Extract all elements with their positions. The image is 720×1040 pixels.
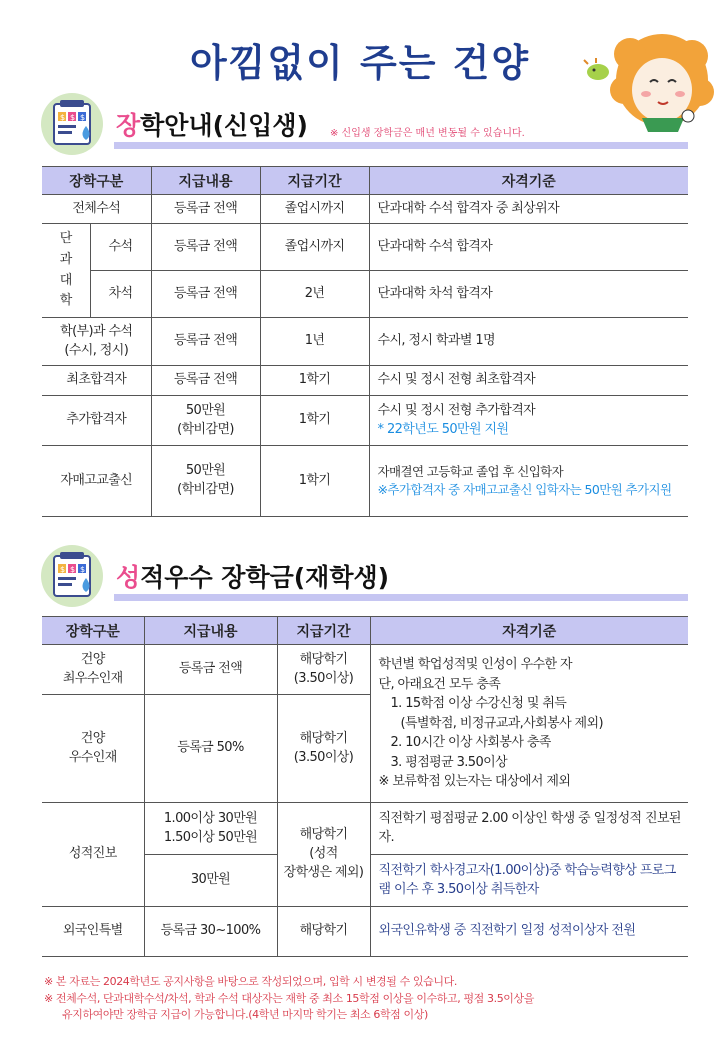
header-period: 지급기간 [277, 617, 370, 645]
title-rest: 학안내(신입생) [140, 111, 308, 140]
row-period: 해당학기 (3.50이상) [277, 645, 370, 695]
svg-text:$: $ [60, 113, 66, 122]
scholarship-document-icon [40, 544, 104, 608]
new-student-scholarship-table [42, 166, 688, 517]
table-row [42, 271, 688, 318]
section-enrolled-students-title [116, 558, 389, 594]
footnote-line: ※ 전체수석, 단과대학수석/차석, 학과 수석 대상자는 재학 중 최소 15학점 이상을 이수하고, 평점 3.5이상을 [44, 991, 534, 1005]
row-content: 등록금 전액 [151, 195, 260, 224]
row-period: 1년 [260, 318, 369, 366]
table-row [42, 645, 688, 695]
row-content: 등록금 전액 [151, 318, 260, 366]
table-row [42, 396, 688, 446]
row-category: 전체수석 [42, 195, 151, 224]
row-category: 외국인특별 [42, 907, 144, 957]
criteria-line: 2. 10시간 이상 사회봉사 충족 [390, 735, 551, 751]
row-content: 1.00이상 30만원 1.50이상 50만원 [144, 803, 277, 855]
enrolled-student-scholarship-table [42, 616, 688, 957]
header-period: 지급기간 [260, 167, 369, 195]
title-underline [114, 142, 688, 149]
row-criteria-note: ※추가합격자 중 자매고교출신 입학자는 50만원 추가지원 [377, 482, 672, 497]
title-accent-letter: 성 [116, 563, 141, 592]
table-row [42, 803, 688, 855]
row-criteria: 수시, 정시 학과별 1명 [369, 318, 688, 366]
row-category: 자매고교출신 [42, 446, 151, 517]
merit-criteria-cell [370, 645, 688, 803]
header-criteria: 자격기준 [369, 167, 688, 195]
criteria-line: ※ 보류학점 있는자는 대상에서 제외 [378, 774, 571, 790]
row-period: 해당학기 (성적 장학생은 제외) [277, 803, 370, 907]
table-header-row [42, 617, 688, 645]
title-accent-letter: 장 [116, 111, 141, 140]
table-row [42, 318, 688, 366]
criteria-line: 학년별 학업성적및 인성이 우수한 자 [378, 657, 572, 673]
row-criteria: 외국인유학생 중 직전학기 일정 성적이상자 전원 [370, 907, 688, 957]
page-title: 아낌없이 주는 건양 [189, 41, 531, 85]
row-period: 해당학기 (3.50이상) [277, 695, 370, 803]
footnote-line: ※ 본 자료는 2024학년도 공지사항을 바탕으로 작성되었으며, 입학 시 변경될 수 있습니다. [44, 975, 457, 988]
row-criteria: 단과대학 차석 합격자 [369, 271, 688, 318]
scholarship-document-icon [40, 92, 104, 156]
row-content: 50만원 (학비감면) [151, 446, 260, 517]
row-criteria: 단과대학 수석 합격자 중 최상위자 [369, 195, 688, 224]
row-criteria: 자매결연 고등학교 졸업 후 신입학자 [377, 463, 564, 479]
row-category: 수석 [90, 224, 151, 271]
group-label-college: 단 과 대 학 [42, 224, 90, 318]
table-header-row [42, 167, 688, 195]
row-criteria: 수시 및 정시 전형 최초합격자 [369, 366, 688, 396]
header-category: 장학구분 [42, 167, 151, 195]
row-category: 건양 최우수인재 [42, 645, 144, 695]
row-content: 등록금 전액 [151, 271, 260, 318]
row-period: 졸업시까지 [260, 195, 369, 224]
section-new-students-title [116, 106, 308, 142]
row-content: 등록금 50% [144, 695, 277, 803]
header-category: 장학구분 [42, 617, 144, 645]
row-category: 성적진보 [42, 803, 144, 907]
row-criteria-cell [369, 396, 688, 446]
svg-text:$: $ [60, 565, 66, 574]
row-content: 등록금 전액 [151, 366, 260, 396]
row-criteria: 단과대학 수석 합격자 [369, 224, 688, 271]
section-enrolled-students-header [40, 544, 690, 614]
row-criteria: 직전학기 학사경고자(1.00이상)중 학습능력향상 프로그램 이수 후 3.50이상 취득한자 [370, 855, 688, 907]
row-criteria-note: * 22학년도 50만원 지원 [377, 421, 509, 437]
header-content: 지급내용 [144, 617, 277, 645]
table-row [42, 907, 688, 957]
row-category: 차석 [90, 271, 151, 318]
svg-text:$: $ [80, 113, 86, 122]
row-period: 1학기 [260, 396, 369, 446]
row-period: 해당학기 [277, 907, 370, 957]
svg-text:$: $ [70, 565, 76, 574]
row-category: 최초합격자 [42, 366, 151, 396]
title-rest: 적우수 장학금(재학생) [140, 563, 390, 592]
row-period: 2년 [260, 271, 369, 318]
row-period: 1학기 [260, 366, 369, 396]
row-category: 학(부)과 수석 (수시, 정시) [42, 318, 151, 366]
section-new-students-header [40, 92, 690, 162]
row-criteria: 수시 및 정시 전형 추가합격자 [377, 402, 536, 418]
row-category: 추가합격자 [42, 396, 151, 446]
table-row [42, 195, 688, 224]
row-content: 등록금 30~100% [144, 907, 277, 957]
criteria-line: 1. 15학점 이상 수강신청 및 취득 [390, 696, 567, 712]
criteria-line: 3. 평점평균 3.50이상 [390, 754, 508, 770]
section-note: ※ 신입생 장학금은 매년 변동될 수 있습니다. [330, 128, 525, 139]
criteria-line: (특별학점, 비정규교과,사회봉사 제외) [400, 715, 603, 731]
header-content: 지급내용 [151, 167, 260, 195]
table-row [42, 366, 688, 396]
row-period: 1학기 [260, 446, 369, 517]
svg-text:$: $ [80, 565, 86, 574]
footnote-line: 유지하여야만 장학금 지급이 가능합니다.(4학년 마지막 학기는 최소 6학점 이상) [62, 1008, 428, 1021]
row-content: 50만원 (학비감면) [151, 396, 260, 446]
row-period: 졸업시까지 [260, 224, 369, 271]
table-row [42, 224, 688, 271]
title-underline [114, 594, 688, 601]
svg-text:$: $ [70, 113, 76, 122]
header-criteria: 자격기준 [370, 617, 688, 645]
row-content: 등록금 전액 [144, 645, 277, 695]
criteria-line: 단, 아래요건 모두 충족 [378, 676, 501, 692]
row-content: 30만원 [144, 855, 277, 907]
row-criteria-cell [369, 446, 688, 517]
row-content: 등록금 전액 [151, 224, 260, 271]
footnotes [44, 974, 694, 1024]
row-criteria: 직전학기 평점평균 2.00 이상인 학생 중 일정성적 진보된 자. [370, 803, 688, 855]
row-category: 건양 우수인재 [42, 695, 144, 803]
table-row [42, 446, 688, 517]
